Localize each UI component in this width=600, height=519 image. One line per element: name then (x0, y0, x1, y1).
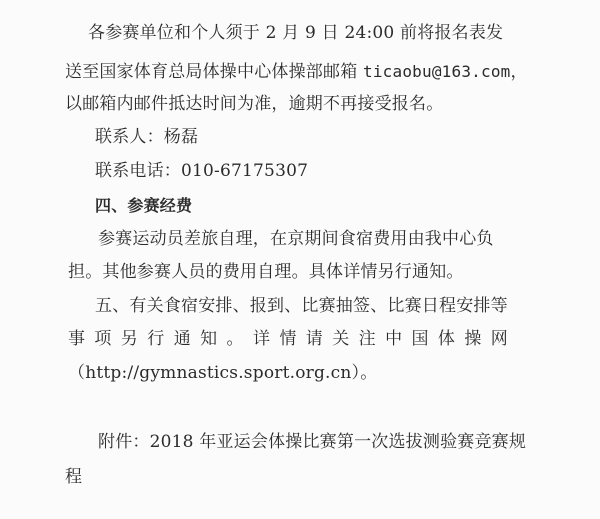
section-5-line-2 (68, 328, 508, 350)
contact-phone-label: 联系电话： (95, 161, 181, 181)
registration-email: ticaobu@163.com (363, 62, 511, 81)
section-5-char: 项 (94, 329, 112, 349)
contact-phone-number: 010-67175307 (181, 161, 309, 181)
section-5-char: 另 (120, 329, 139, 349)
registration-line-2-end: ， (510, 62, 528, 82)
section-5-char: 关 (332, 329, 350, 349)
section-5-char: 请 (305, 329, 323, 349)
section-5-char: 操 (464, 329, 482, 349)
section-5-char: 体 (437, 329, 456, 349)
section-5-char: 知 (200, 329, 218, 349)
section-5-char: 通 (173, 329, 191, 349)
registration-line-1: 各参赛单位和个人须于 2 月 9 日 24:00 前将报名表发 (88, 23, 504, 43)
section-5-line-3: （http://gymnastics.sport.org.cn）。 (68, 363, 378, 383)
section-5-char: 情 (279, 329, 297, 349)
attachment-line-2: 程 (65, 467, 83, 487)
section-4-heading: 四、参赛经费 (95, 196, 193, 215)
section-5-char: 国 (411, 329, 429, 349)
section-5-char: 行 (147, 329, 165, 349)
section-5-char: 。 (226, 329, 244, 349)
section-5-char: 注 (358, 329, 376, 349)
registration-line-2-text: 送至国家体育总局体操中心体操部邮箱 (65, 62, 364, 82)
registration-line-2 (65, 61, 528, 83)
section-5-char: 中 (385, 329, 403, 349)
attachment-line-1: 附件：2018 年亚运会体操比赛第一次选拔测验赛竞赛规 (98, 432, 527, 452)
section-4-line-2: 担。其他参赛人员的费用自理。具体详情另行通知。 (68, 262, 464, 282)
section-5-char: 网 (490, 329, 508, 349)
section-5-char: 事 (68, 329, 86, 349)
registration-line-3: 以邮箱内邮件抵达时间为准，逾期不再接受报名。 (65, 94, 444, 114)
section-5-line-1: 五、有关食宿安排、报到、比赛抽签、比赛日程安排等 (95, 296, 508, 316)
contact-phone (95, 160, 308, 182)
section-5-char: 详 (252, 329, 271, 349)
section-4-line-1: 参赛运动员差旅自理，在京期间食宿费用由我中心负 (98, 229, 494, 249)
contact-person: 联系人：杨磊 (95, 127, 199, 147)
